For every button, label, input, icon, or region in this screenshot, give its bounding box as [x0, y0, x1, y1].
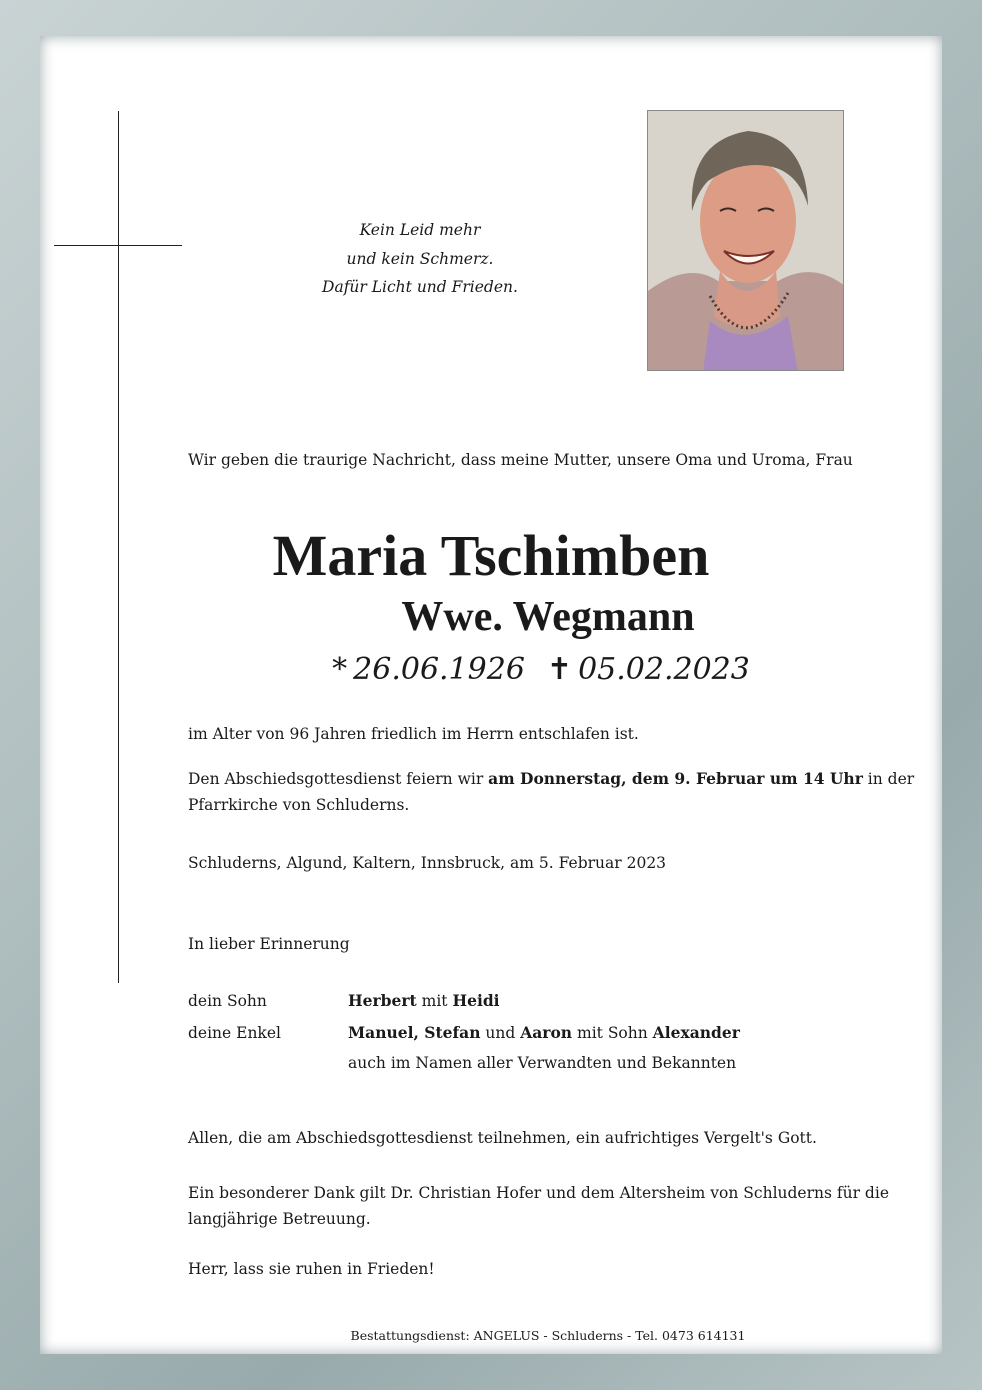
service-text: [188, 766, 918, 818]
verse-line-1: Kein Leid mehr: [359, 221, 481, 239]
verse: [270, 216, 570, 302]
age-line: im Alter von 96 Jahren friedlich im Herrn entschlafen ist.: [188, 725, 639, 743]
verse-line-2: und kein Schmerz.: [346, 249, 494, 268]
with-son: mit Sohn: [572, 1024, 653, 1042]
thanks-attendees: Allen, die am Abschiedsgottesdienst teilnehmen, ein aufrichtiges Vergelt's Gott.: [188, 1129, 817, 1147]
farewell-line: Herr, lass sie ruhen in Frieden!: [188, 1260, 435, 1278]
great-grandchild: Alexander: [652, 1023, 740, 1042]
service-part-1: Den Abschiedsgottesdienst feiern wir: [188, 770, 489, 788]
grandchild-3: Aaron: [520, 1023, 573, 1042]
service-time: am Donnerstag, dem 9. Februar um 14 Uhr: [488, 769, 863, 788]
son-label: dein Sohn: [188, 992, 267, 1010]
death-cross-icon: ✝: [546, 652, 573, 687]
deceased-name: Maria Tschimben: [272, 523, 710, 588]
son-name: Herbert: [348, 991, 417, 1010]
others-line: auch im Namen aller Verwandten und Bekannten: [348, 1054, 737, 1072]
son-names: [348, 988, 500, 1014]
place-date: Schluderns, Algund, Kaltern, Innsbruck, am 5. Februar 2023: [188, 854, 667, 872]
intro-text: Wir geben die traurige Nachricht, dass meine Mutter, unsere Oma und Uroma, Frau: [188, 451, 853, 469]
cross-horizontal-line: [54, 245, 182, 246]
service-part-2: in der Pfarrkirche von Schluderns.: [188, 770, 915, 814]
deceased-alias: Wwe. Wegmann: [401, 594, 695, 640]
birth-date: 26.06.1926: [353, 652, 525, 687]
funeral-service-footer: Bestattungsdienst: ANGELUS - Schluderns - Tel. 0473 614131: [350, 1328, 746, 1343]
memory-line: In lieber Erinnerung: [188, 935, 350, 953]
portrait-photo: [647, 110, 844, 371]
death-date: 05.02.2023: [578, 652, 750, 687]
life-dates: [0, 650, 982, 690]
grandchildren-label: deine Enkel: [188, 1024, 281, 1042]
thanks-special: Ein besonderer Dank gilt Dr. Christian Hofer und dem Altersheim von Schluderns für die langjährige Betreuung.: [188, 1184, 889, 1228]
grandchildren-names-1: Manuel, Stefan: [348, 1023, 481, 1042]
birth-star-icon: *: [332, 652, 348, 687]
verse-line-3: Dafür Licht und Frieden.: [322, 278, 518, 296]
son-with: mit: [416, 992, 453, 1010]
grandchildren-and: und: [480, 1024, 521, 1042]
son-partner: Heidi: [452, 991, 500, 1010]
grandchildren-names: [348, 1020, 740, 1046]
